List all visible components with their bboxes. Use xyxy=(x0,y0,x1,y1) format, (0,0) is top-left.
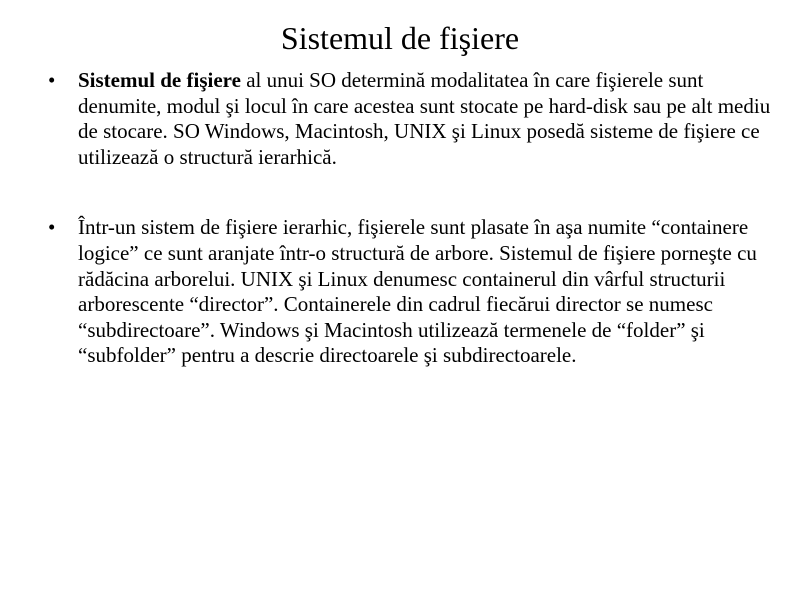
bullet-list xyxy=(44,68,790,369)
bullet-bold-lead: Sistemul de fişiere xyxy=(78,68,241,92)
bullet-item xyxy=(44,68,790,170)
slide-title: Sistemul de fişiere xyxy=(280,20,520,56)
bullet-text xyxy=(78,68,770,169)
bullet-dot-icon: • xyxy=(48,215,56,240)
bullet-body: al unui SO determină modalitatea în care fişierele sunt denumite, modul şi locul în care acestea sunt stocate pe hard-disk sau pe alt mediu de stocare. SO Windows, Macintosh, UNIX şi Linux posedă sisteme de fişiere ce utilizează o structură ierarhică. xyxy=(78,68,771,169)
bullet-item xyxy=(44,215,790,369)
bullet-body: Într-un sistem de fişiere ierarhic, fişierele sunt plasate în aşa numite “containere logice” ce sunt aranjate într-o structură de arbore. Sistemul de fişiere porneşte cu rădăcina arborelui. UNIX şi Linux denumesc containerul din vârful structurii arborescente “director”. Containerele din cadrul fiecărui director se numesc “subdirectoare”. Windows şi Macintosh utilizează termenele de “folder” şi “subfolder” pentru a descrie directoarele şi subdirectoarele. xyxy=(78,215,757,368)
bullet-text xyxy=(78,215,757,367)
bullet-dot-icon: • xyxy=(48,68,56,92)
